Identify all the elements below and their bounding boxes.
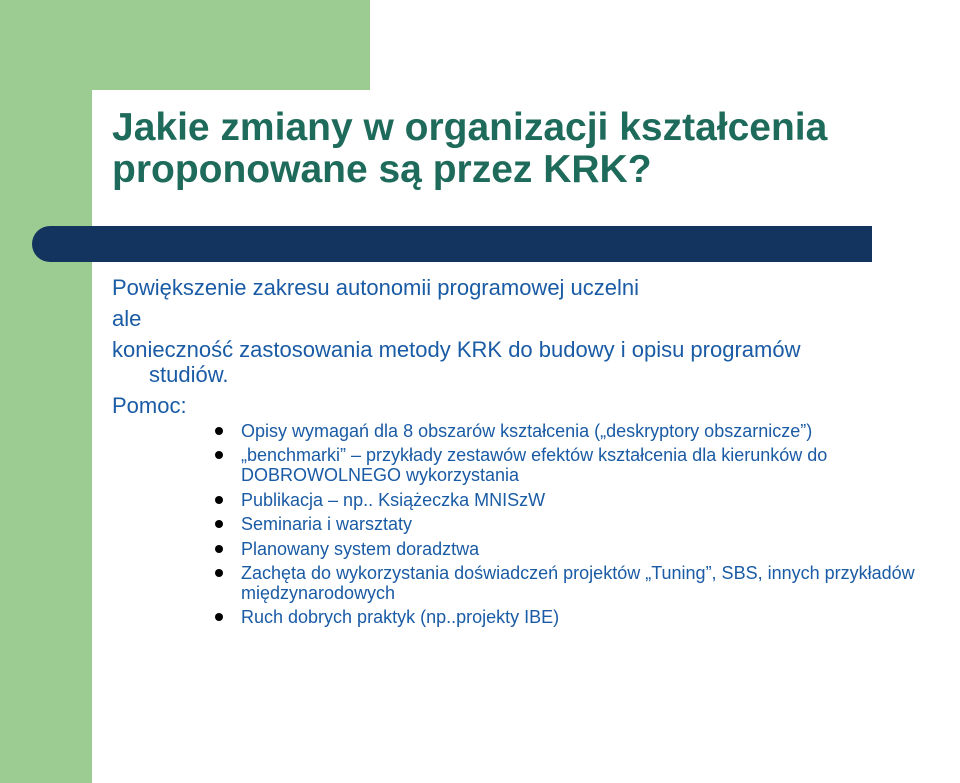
bullet-item — [215, 445, 950, 485]
bullet-text: Publikacja – np.. Książeczka MNISzW — [241, 489, 546, 510]
intro-line: Powiększenie zakresu autonomii programowej uczelni — [112, 275, 640, 300]
decorative-navy-bar — [32, 226, 872, 262]
bullet-dot-icon — [215, 520, 223, 528]
decorative-green-band-top — [92, 0, 370, 90]
bullet-dot-icon — [215, 427, 223, 435]
intro-text — [112, 272, 942, 421]
bullet-item — [215, 421, 950, 441]
slide-title — [112, 107, 957, 191]
bullet-dot-icon — [215, 613, 223, 621]
bullet-text: Planowany system doradztwa — [241, 538, 480, 559]
help-label: Pomoc: — [112, 393, 187, 418]
bullet-dot-icon — [215, 496, 223, 504]
bullet-text: „benchmarki” – przykłady zestawów efektów kształcenia dla kierunków do DOBROWOLNEGO wykorzystania — [241, 445, 828, 486]
bullet-text: Zachęta do wykorzystania doświadczeń projektów „Tuning”, SBS, innych przykładów międzynarodowych — [241, 562, 915, 603]
intro-line: ale — [112, 306, 142, 331]
bullet-item — [215, 490, 950, 510]
bullet-text: Ruch dobrych praktyk (np..projekty IBE) — [241, 607, 560, 628]
intro-line: studiów. — [149, 362, 229, 387]
slide-title-line: Jakie zmiany w organizacji kształcenia — [112, 106, 828, 149]
slide-title-line: proponowane są przez KRK? — [112, 148, 652, 191]
help-bullet-list — [215, 421, 950, 632]
bullet-text: Seminaria i warsztaty — [241, 514, 413, 535]
decorative-green-band-left — [0, 0, 92, 783]
bullet-item — [215, 539, 950, 559]
bullet-dot-icon — [215, 451, 223, 459]
intro-line: konieczność zastosowania metody KRK do budowy i opisu programów — [112, 337, 801, 362]
bullet-dot-icon — [215, 545, 223, 553]
bullet-dot-icon — [215, 569, 223, 577]
bullet-text: Opisy wymagań dla 8 obszarów kształcenia („deskryptory obszarnicze”) — [241, 421, 813, 441]
bullet-item — [215, 607, 950, 627]
bullet-item — [215, 563, 950, 603]
bullet-item — [215, 514, 950, 534]
